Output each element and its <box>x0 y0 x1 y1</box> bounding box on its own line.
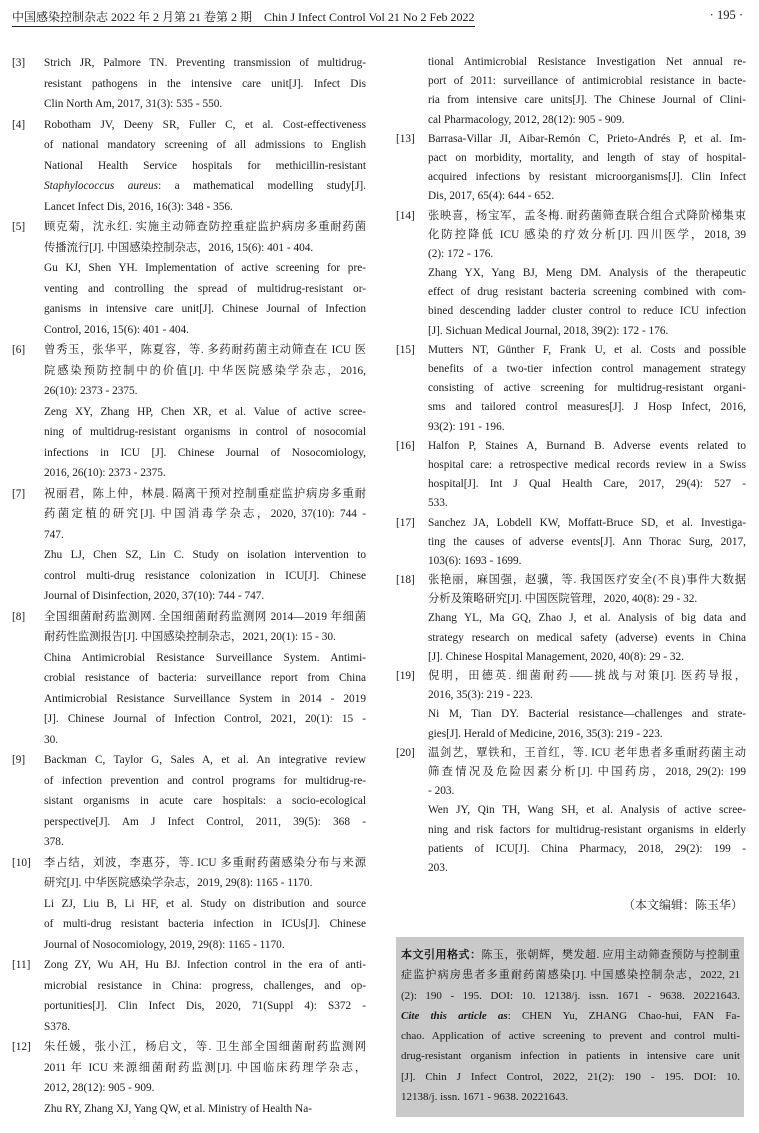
text-line: Journal of Nosocomiology, 2019, 29(8): 1165 - 1170. <box>44 938 285 951</box>
text-line: microbial resistance in China: progress, challenges, and op- <box>44 979 366 992</box>
reference-text <box>44 1037 366 1099</box>
text-line: Zhang YL, Ma GQ, Zhao J, et al. Analysis of big data and <box>428 612 746 625</box>
reference-number: [17] <box>396 516 415 529</box>
text-line: pact on morbidity, mortality, and length of stay of hospital- <box>428 151 746 164</box>
text-line: Halfon P, Staines A, Burnand B. Adverse events related to <box>428 439 746 452</box>
reference-item <box>12 53 366 115</box>
text-line: 12138/j. issn. 1671 - 9638. 20221643. <box>401 1091 569 1104</box>
text-line: sistant organisms in acute care hospitals: a socio-ecological <box>44 795 366 807</box>
text-line: Journal of Disinfection, 2020, 37(10): 744 - 747. <box>44 590 265 602</box>
reference-number: [6] <box>12 344 26 356</box>
reference-item <box>12 217 366 340</box>
reference-item <box>396 130 746 207</box>
text-line: National Health Service hospitals for methicillin-resistant <box>44 159 366 172</box>
reference-item <box>396 207 746 341</box>
text-line: effect of drug resistant bacteria screening combined with com- <box>428 286 746 299</box>
text-line: 2012, 28(12): 905 - 909. <box>44 1082 155 1094</box>
text-line: 筛查情况及危险因素分析[J]. 中国药房，2018, 29(2): 199 <box>428 765 746 778</box>
text-line: 103(6): 1693 - 1699. <box>428 554 522 567</box>
text-line: hospital[J]. Int J Qual Health Care, 2017, 29(4): 527 - <box>428 478 746 491</box>
text-line: 2016, 26(10): 2373 - 2375. <box>44 467 166 479</box>
reference-item <box>396 437 746 514</box>
text-line: Zhang YX, Yang BJ, Meng DM. Analysis of the therapeutic <box>428 267 746 280</box>
text-line: Sanchez JA, Lobdell KW, Moffatt-Bruce SD, et al. Investiga- <box>428 516 746 529</box>
text-line: (2): 172 - 176. <box>428 247 494 260</box>
page-number: · 195 · <box>709 8 743 22</box>
text-line: ning of multidrug-resistant organisms in control of nosocomial <box>44 426 366 438</box>
reference-text <box>428 53 746 130</box>
reference-number: [14] <box>396 209 415 222</box>
text-line: ganisms in intensive care unit[J]. Chinese Journal of Infection <box>44 303 366 315</box>
text-line: 张映喜，杨宝军，孟冬梅. 耐药菌筛查联合组合式降阶梯集束 <box>428 209 746 222</box>
reference-text <box>44 217 366 258</box>
reference-number: [16] <box>396 439 415 452</box>
text-line: bined descending ladder cluster control to reduce ICU infection <box>428 305 746 318</box>
text-line: 朱任媛，张小江，杨启文，等. 卫生部全国细菌耐药监测网 <box>44 1041 366 1053</box>
text-line: [J]. Chin J Infect Control, 2022, 21(2): 190 - 195. DOI: 10. <box>401 1070 740 1083</box>
text-line: infections in ICU [J]. Chinese Journal of Nosocomiology, <box>44 446 366 459</box>
text-line: 张艳丽，麻国强，赵骥，等. 我国医疗安全(不良)事件大数据 <box>428 574 746 587</box>
text-segment: : CHEN Yu, ZHANG Chao-hui, FAN Fa- <box>507 1009 740 1022</box>
text-line: Barrasa-Villar JI, Aibar-Remón C, Prieto-Andrés P, et al. Im- <box>428 132 746 145</box>
running-header <box>12 8 475 27</box>
text-line: 倪明，田德英. 细菌耐药——挑战与对策[J]. 医药导报， <box>428 670 746 682</box>
text-line: drug-resistant organism infection in patients in intensive care unit <box>401 1050 740 1063</box>
reference-item <box>396 667 746 744</box>
text-line: 传播流行[J]. 中国感染控制杂志，2016, 15(6): 401 - 404. <box>44 241 314 254</box>
text-line: Lancet Infect Dis, 2016, 16(3): 348 - 356. <box>44 200 233 213</box>
text-line: S378. <box>44 1020 71 1033</box>
text-line: Strich JR, Palmore TN. Preventing transmission of multidrug- <box>44 57 366 69</box>
reference-text <box>44 484 366 546</box>
text-line: 李占结，刘波，李惠芬，等. ICU 多重耐药菌感染分布与来源 <box>44 856 366 869</box>
text-line: cal Pharmacology, 2012, 28(12): 905 - 909. <box>428 113 625 126</box>
text-line: 温剑艺，覃铁和，王首红，等. ICU 老年患者多重耐药菌主动 <box>428 746 746 759</box>
reference-number: [19] <box>396 670 415 682</box>
reference-item <box>12 115 366 218</box>
text-line: acquired infections by resistant microorganisms[J]. Clin Infect <box>428 171 746 184</box>
text-line: crobial resistance of bacteria: surveillance report from China <box>44 672 366 684</box>
text-line: 药菌定植的研究[J]. 中国消毒学杂志，2020, 37(10): 744 - <box>44 508 366 520</box>
text-line: Mutters NT, Günther F, Frank U, et al. Costs and possible <box>428 343 746 356</box>
text-line: patients of ICU[J]. China Pharmacy, 2018, 29(2): 199 - <box>428 842 746 855</box>
reference-translation <box>44 402 366 484</box>
text-line: of infection prevention and control programs for multidrug-re- <box>44 774 366 787</box>
reference-item <box>396 341 746 437</box>
text-line: Zhu RY, Zhang XJ, Yang QW, et al. Ministry of Health Na- <box>44 1102 312 1115</box>
reference-translation <box>428 609 746 667</box>
reference-translation <box>428 801 746 878</box>
reference-number: [20] <box>396 746 415 759</box>
text-line: 203. <box>428 861 448 874</box>
text-line: Backman C, Taylor G, Sales A, et al. An integrative review <box>44 754 366 766</box>
text-line: 533. <box>428 497 448 510</box>
references-right-column <box>396 53 746 878</box>
text-line <box>401 945 740 965</box>
text-segment: 陈玉，张朝辉，樊发超. 应用主动筛查预防与控制重 <box>481 949 740 961</box>
text-line: Wen JY, Qin TH, Wang SH, et al. Analysis of active scree- <box>428 804 746 817</box>
text-line: 378. <box>44 836 64 848</box>
text-line: portunities[J]. Clin Infect Dis, 2020, 71(Suppl 4): S372 - <box>44 1000 366 1012</box>
text-line: Dis, 2017, 65(4): 644 - 652. <box>428 190 555 203</box>
reference-item <box>396 571 746 667</box>
text-line: chao. Application of active screening to prevent and control multi- <box>401 1030 740 1043</box>
reference-text <box>44 853 366 894</box>
text-line: gies[J]. Herald of Medicine, 2016, 35(3): 219 - 223. <box>428 727 663 740</box>
text-line: Robotham JV, Deeny SR, Fuller C, et al. Cost-effectiveness <box>44 118 366 131</box>
reference-translation <box>428 264 746 341</box>
reference-text <box>44 955 366 1037</box>
text-line: 耐药性监测报告[J]. 中国感染控制杂志，2021, 20(1): 15 - 30. <box>44 631 336 643</box>
text-line: 院感染预防控制中的价值[J]. 中华医院感染学杂志，2016, <box>44 364 366 377</box>
reference-number: [7] <box>12 487 26 500</box>
references-left-column <box>12 53 366 1119</box>
reference-number: [5] <box>12 221 26 233</box>
text-line: 化防控降低 ICU 感染的疗效分析[J]. 四川医学，2018, 39 <box>428 228 746 241</box>
text-line: 症监护病房患者多重耐药菌感染[J]. 中国感染控制杂志，2022, 21 <box>401 969 740 982</box>
reference-item <box>12 484 366 607</box>
text-line: 祝丽君，陈上仲，林晨. 隔离干预对控制重症监护病房多重耐 <box>44 487 366 500</box>
text-line <box>401 1006 740 1026</box>
reference-text <box>428 571 746 609</box>
reference-item <box>12 955 366 1037</box>
text-line: 2016, 35(3): 219 - 223. <box>428 689 533 702</box>
text-line: Zong ZY, Wu AH, Hu BJ. Infection control in the era of anti- <box>44 959 366 971</box>
text-line: control multi-drug resistance colonization in ICU[J]. Chinese <box>44 569 366 582</box>
reference-text <box>428 207 746 265</box>
text-line: ria from intensive care units[J]. The Chinese Journal of Clini- <box>428 94 746 107</box>
text-line: venting and controlling the spread of multidrug-resistant or- <box>44 282 366 295</box>
reference-item <box>12 340 366 484</box>
reference-number: [8] <box>12 610 26 623</box>
text-line: Li ZJ, Liu B, Li HF, et al. Study on distribution and source <box>44 897 366 910</box>
text-line: 30. <box>44 733 59 746</box>
reference-number: [11] <box>12 959 31 971</box>
reference-translation <box>44 258 366 340</box>
text-line: consisting of active screening for multidrug-resistant organi- <box>428 382 746 395</box>
reference-number: [13] <box>396 132 415 145</box>
text-line: benefits of a two-tier infection control management strategy <box>428 363 746 375</box>
reference-number: [9] <box>12 754 26 766</box>
text-line: port of 2011: surveillance of antimicrobial resistance in bacte- <box>428 75 746 88</box>
reference-text <box>428 341 746 437</box>
reference-text <box>428 130 746 207</box>
text-segment: : a mathematical modelling study[J]. <box>158 180 366 192</box>
reference-text <box>44 750 366 853</box>
text-line: Gu KJ, Shen YH. Implementation of active screening for pre- <box>44 262 366 274</box>
text-line: China Antimicrobial Resistance Surveillance System. Antimi- <box>44 651 366 664</box>
reference-number: [3] <box>12 57 26 69</box>
journal-header: 中国感染控制杂志 2022 年 2 月第 21 卷第 2 期 Chin J Infect Control Vol 21 No 2 Feb 2022 <box>12 8 475 27</box>
reference-item <box>396 514 746 572</box>
reference-text <box>44 340 366 402</box>
reference-item <box>12 607 366 751</box>
text-line: 747. <box>44 528 64 541</box>
reference-number: [4] <box>12 118 26 131</box>
reference-translation <box>44 894 366 956</box>
reference-translation <box>44 1099 366 1120</box>
citation-box <box>396 937 744 1117</box>
emphasis-text: 本文引用格式： <box>401 949 482 961</box>
emphasis-text: Cite this article as <box>401 1009 508 1022</box>
text-line: 2011 年 ICU 来源细菌耐药监测[J]. 中国临床药理学杂志， <box>44 1061 366 1074</box>
reference-item <box>12 853 366 956</box>
reference-number: [12] <box>12 1041 31 1053</box>
text-line: ting the causes of adverse events[J]. Ann Thorac Surg, 2017, <box>428 535 746 548</box>
text-line: [J]. Chinese Journal of Infection Control, 2021, 20(1): 15 - <box>44 713 366 725</box>
text-line: ning and risk factors for multidrug-resistant organisms in elderly <box>428 823 746 836</box>
text-line: 顾克菊，沈永红. 实施主动筛查防控重症监护病房多重耐药菌 <box>44 221 366 233</box>
text-line: perspective[J]. Am J Infect Control, 2011, 39(5): 368 - <box>44 815 366 828</box>
reference-number: [18] <box>396 574 415 587</box>
text-line: Antimicrobial Resistance Surveillance System in 2014 - 2019 <box>44 692 366 705</box>
text-line <box>44 176 366 197</box>
editor-note: （本文编辑：陈玉华） <box>622 898 743 912</box>
text-line: resistant pathogens in the intensive care unit[J]. Infect Dis <box>44 77 366 90</box>
text-line: Clin North Am, 2017, 31(3): 535 - 550. <box>44 98 223 110</box>
text-line: 全国细菌耐药监测网. 全国细菌耐药监测网 2014—2019 年细菌 <box>44 610 366 623</box>
text-line: Zeng XY, Zhang HP, Chen XR, et al. Value of active scree- <box>44 405 366 418</box>
text-line: 曾秀玉，张华平，陈夏容，等. 多药耐药菌主动筛查在 ICU 医 <box>44 344 366 356</box>
text-line: Ni M, Tian DY. Bacterial resistance—challenges and strate- <box>428 708 746 721</box>
text-line: [J]. Chinese Hospital Management, 2020, 40(8): 29 - 32. <box>428 650 685 663</box>
text-line: of multi-drug resistant bacteria infection in ICUs[J]. Chinese <box>44 918 366 930</box>
reference-translation <box>428 705 746 743</box>
reference-text <box>44 607 366 648</box>
reference-text <box>428 514 746 572</box>
text-line: (2): 190 - 195. DOI: 10. 12138/j. issn. 1671 - 9638. 20221643. <box>401 989 740 1002</box>
reference-translation <box>44 648 366 751</box>
reference-item <box>396 53 746 130</box>
text-line: hospital care: a retrospective medical records review in a Swiss <box>428 458 746 471</box>
text-line: Control, 2016, 15(6): 401 - 404. <box>44 323 189 336</box>
reference-item <box>12 750 366 853</box>
text-line: 26(10): 2373 - 2375. <box>44 385 138 397</box>
text-line: Zhu LJ, Chen SZ, Lin C. Study on isolation intervention to <box>44 549 366 561</box>
text-line: 研究[J]. 中华医院感染学杂志，2019, 29(8): 1165 - 1170. <box>44 877 313 889</box>
reference-text <box>44 53 366 115</box>
text-line: of national mandatory screening of all admissions to English <box>44 139 366 151</box>
reference-text <box>428 437 746 514</box>
reference-number: [15] <box>396 343 415 356</box>
text-line: tional Antimicrobial Resistance Investigation Net annual re- <box>428 56 746 68</box>
text-line: 93(2): 191 - 196. <box>428 420 505 433</box>
reference-text <box>428 744 746 802</box>
reference-translation <box>44 545 366 607</box>
reference-item <box>396 744 746 878</box>
text-line: [J]. Sichuan Medical Journal, 2018, 39(2): 172 - 176. <box>428 324 669 337</box>
text-line: sms and tailored control measures[J]. J Hosp Infect, 2016, <box>428 401 746 414</box>
text-line: 分析及策略研究[J]. 中国医院管理，2020, 40(8): 29 - 32. <box>428 593 698 606</box>
reference-text <box>44 115 366 218</box>
reference-item <box>12 1037 366 1119</box>
emphasis-text: Staphylococcus aureus <box>44 180 159 192</box>
reference-number: [10] <box>12 856 31 869</box>
text-line: - 203. <box>428 785 455 798</box>
reference-text <box>428 667 746 705</box>
text-line: strategy research on medical safety (adverse) events in China <box>428 631 746 644</box>
